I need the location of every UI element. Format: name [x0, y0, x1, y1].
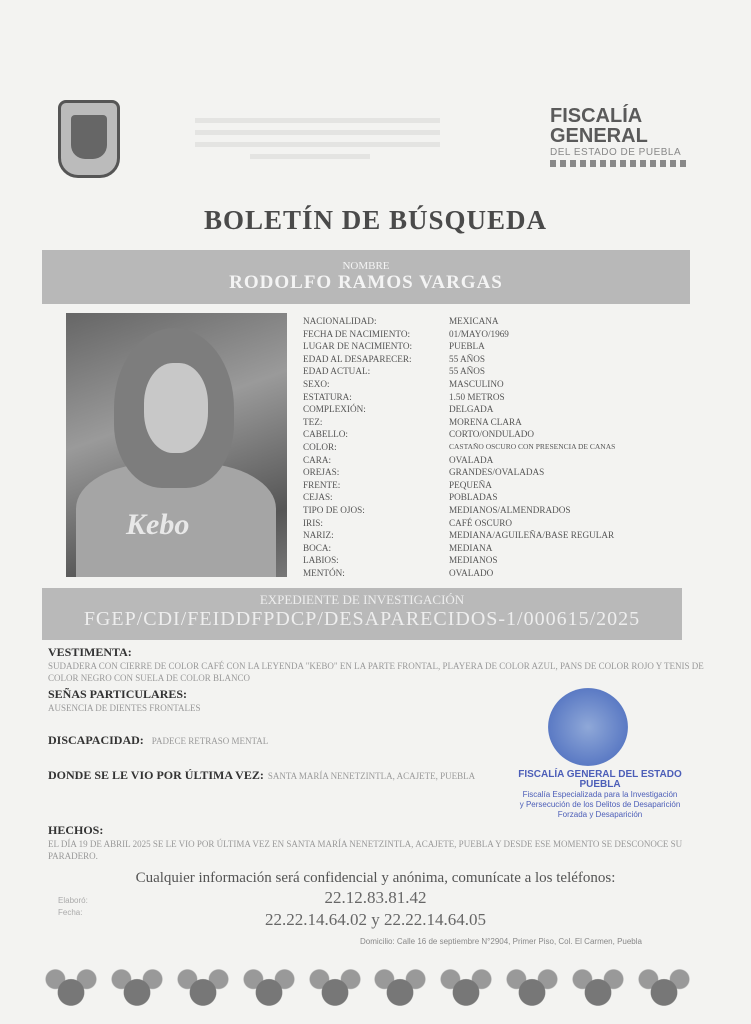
elaboro-label: Elaboró:	[58, 896, 88, 905]
attribute-value: MEDIANOS	[449, 555, 498, 566]
attribute-label: OREJAS:	[303, 467, 340, 478]
attribute-value: CASTAÑO OSCURO CON PRESENCIA DE CANAS	[449, 441, 616, 451]
attribute-label: FECHA DE NACIMIENTO:	[303, 328, 411, 339]
attribute-row	[303, 529, 683, 542]
expediente-label: EXPEDIENTE DE INVESTIGACIÓN	[259, 592, 465, 607]
ornament	[309, 966, 361, 1010]
attribute-label: MENTÓN:	[303, 567, 345, 578]
attribute-value: MEDIANA/AGUILEÑA/BASE REGULAR	[449, 530, 615, 541]
expediente-number: FGEP/CDI/FEIDDFPDCP/DESAPARECIDOS-1/000615/2025	[83, 608, 641, 630]
person-name: RODOLFO RAMOS VARGAS	[229, 272, 503, 293]
attribute-value: 55 AÑOS	[449, 353, 485, 364]
person-photo	[66, 313, 287, 577]
attribute-row	[303, 554, 683, 567]
attribute-label: LABIOS:	[303, 555, 339, 566]
stamp-text	[505, 770, 695, 820]
attribute-value: CAFÉ OSCURO	[449, 517, 513, 528]
attribute-value: MEXICANA	[449, 316, 499, 326]
fecha-label: Fecha:	[58, 908, 83, 917]
vestimenta-label: VESTIMENTA:	[48, 645, 132, 659]
ornament	[45, 966, 97, 1010]
agency-logo-line2: GENERAL	[550, 125, 648, 147]
senas-text: AUSENCIA DE DIENTES FRONTALES	[48, 703, 201, 713]
attribute-value: POBLADAS	[449, 492, 498, 503]
donde-label: DONDE SE LE VIO POR ÚLTIMA VEZ:	[48, 768, 264, 782]
senas-label: SEÑAS PARTICULARES:	[48, 687, 188, 701]
attribute-row	[303, 365, 683, 378]
attribute-value: PEQUEÑA	[449, 479, 492, 490]
attribute-label: CARA:	[303, 454, 332, 465]
stamp-line: Fiscalía Especializada para la Investigación	[522, 790, 678, 799]
attribute-row	[303, 328, 683, 341]
faded-header-text	[195, 130, 440, 135]
attribute-value: MEDIANA	[449, 542, 493, 553]
faded-header-text	[250, 154, 370, 159]
attribute-row	[303, 441, 683, 454]
attribute-value: GRANDES/OVALADAS	[449, 467, 545, 478]
faded-header-text	[195, 118, 440, 123]
senas-section	[48, 687, 528, 714]
decorative-border-pattern	[45, 966, 690, 1010]
phone-number-2: 22.22.14.64.02 y 22.22.14.64.05	[265, 910, 486, 929]
ornament	[638, 966, 690, 1010]
address: Domicilio: Calle 16 de septiembre N°2904, Primer Piso, Col. El Carmen, Puebla	[360, 937, 642, 946]
agency-logo-line1: FISCALÍA	[550, 105, 643, 127]
name-label: NOMBRE	[342, 260, 390, 272]
donde-text: SANTA MARÍA NENETZINTLA, ACAJETE, PUEBLA	[267, 771, 476, 781]
faded-header-text	[195, 142, 440, 147]
attribute-row	[303, 504, 683, 517]
attribute-label: TEZ:	[303, 416, 323, 427]
attribute-row	[303, 378, 683, 391]
attribute-row	[303, 517, 683, 530]
attribute-row	[303, 491, 683, 504]
vestimenta-section	[48, 645, 718, 684]
attribute-row	[303, 391, 683, 404]
attribute-row	[303, 315, 683, 328]
ornament	[177, 966, 229, 1010]
attribute-label: NACIONALIDAD:	[303, 316, 377, 326]
attribute-value: DELGADA	[449, 404, 494, 415]
official-seal-stamp	[548, 688, 628, 766]
attribute-label: FRENTE:	[303, 479, 341, 490]
attribute-label: TIPO DE OJOS:	[303, 504, 365, 515]
page-title: BOLETÍN DE BÚSQUEDA	[203, 205, 548, 235]
attribute-value: 1.50 METROS	[449, 391, 505, 402]
attribute-row	[303, 340, 683, 353]
attribute-row	[303, 567, 683, 580]
ornament	[243, 966, 295, 1010]
photo-shirt-text: Kebo	[126, 508, 190, 541]
ornament	[506, 966, 558, 1010]
donde-section	[48, 768, 548, 783]
attribute-label: NARIZ:	[303, 530, 334, 541]
attribute-row	[303, 542, 683, 555]
attribute-value: CORTO/ONDULADO	[449, 429, 535, 440]
ornament	[440, 966, 492, 1010]
attribute-value: OVALADA	[449, 454, 494, 465]
attribute-label: COMPLEXIÓN:	[303, 404, 366, 415]
attribute-row	[303, 353, 683, 366]
stamp-line: Forzada y Desaparición	[557, 810, 643, 819]
attribute-value: PUEBLA	[449, 341, 485, 352]
stamp-line: FISCALÍA GENERAL DEL ESTADO	[518, 769, 682, 780]
attribute-value: 01/MAYO/1969	[449, 328, 509, 339]
attribute-label: EDAD AL DESAPARECER:	[303, 353, 412, 364]
attribute-label: CABELLO:	[303, 429, 348, 440]
discapacidad-label: DISCAPACIDAD:	[48, 733, 144, 747]
photo-face	[144, 363, 208, 453]
attribute-label: CEJAS:	[303, 492, 333, 503]
attribute-row	[303, 466, 683, 479]
attribute-label: LUGAR DE NACIMIENTO:	[303, 341, 413, 352]
agency-logo-line3: DEL ESTADO DE PUEBLA	[550, 147, 682, 158]
attribute-row	[303, 428, 683, 441]
stamp-line: y Persecución de los Delitos de Desaparición	[519, 800, 681, 809]
attribute-value: 55 AÑOS	[449, 366, 485, 377]
ornament	[572, 966, 624, 1010]
attribute-value: MASCULINO	[449, 378, 504, 389]
attribute-label: BOCA:	[303, 542, 332, 553]
photo-hood	[114, 328, 234, 488]
attribute-label: ESTATURA:	[303, 391, 352, 402]
ornament	[374, 966, 426, 1010]
attribute-row	[303, 416, 683, 429]
attribute-label: IRIS:	[303, 517, 323, 528]
state-coat-of-arms-logo	[58, 100, 120, 178]
discapacidad-text: PADECE RETRASO MENTAL	[151, 736, 269, 746]
attribute-value: MORENA CLARA	[449, 416, 522, 427]
agency-logo-pattern	[550, 160, 690, 167]
attribute-row	[303, 403, 683, 416]
contact-message: Cualquier información será confidencial y anónima, comunícate a los teléfonos:	[135, 870, 616, 886]
vestimenta-text: SUDADERA CON CIERRE DE COLOR CAFÉ CON LA LEYENDA "KEBO" EN LA PARTE FRONTAL, PLAYERA DE COLOR AZUL, PANS DE COLOR ROJO Y TENIS DE COLOR NEGRO CON SUELA DE COLOR BLANCO	[48, 661, 704, 683]
attribute-label: SEXO:	[303, 378, 330, 389]
discapacidad-section	[48, 733, 528, 748]
ornament	[111, 966, 163, 1010]
attribute-value: OVALADO	[449, 567, 494, 578]
stamp-line: PUEBLA	[579, 779, 621, 790]
attribute-label: COLOR:	[303, 441, 337, 452]
hechos-label: HECHOS:	[48, 823, 104, 837]
attribute-row	[303, 454, 683, 467]
name-banner	[42, 250, 690, 304]
attributes-table	[303, 315, 683, 579]
phone-number-1: 22.12.83.81.42	[324, 888, 427, 907]
expediente-banner	[42, 588, 682, 640]
attribute-value: MEDIANOS/ALMENDRADOS	[449, 504, 571, 515]
attribute-row	[303, 479, 683, 492]
attribute-label: EDAD ACTUAL:	[303, 366, 371, 377]
hechos-text: EL DÍA 19 DE ABRIL 2025 SE LE VIO POR ÚLTIMA VEZ EN SANTA MARÍA NENETZINTLA, ACAJETE, PUEBLA Y DESDE ESE MOMENTO SE DESCONOCE SU PARADERO.	[48, 839, 683, 861]
hechos-section	[48, 823, 718, 862]
